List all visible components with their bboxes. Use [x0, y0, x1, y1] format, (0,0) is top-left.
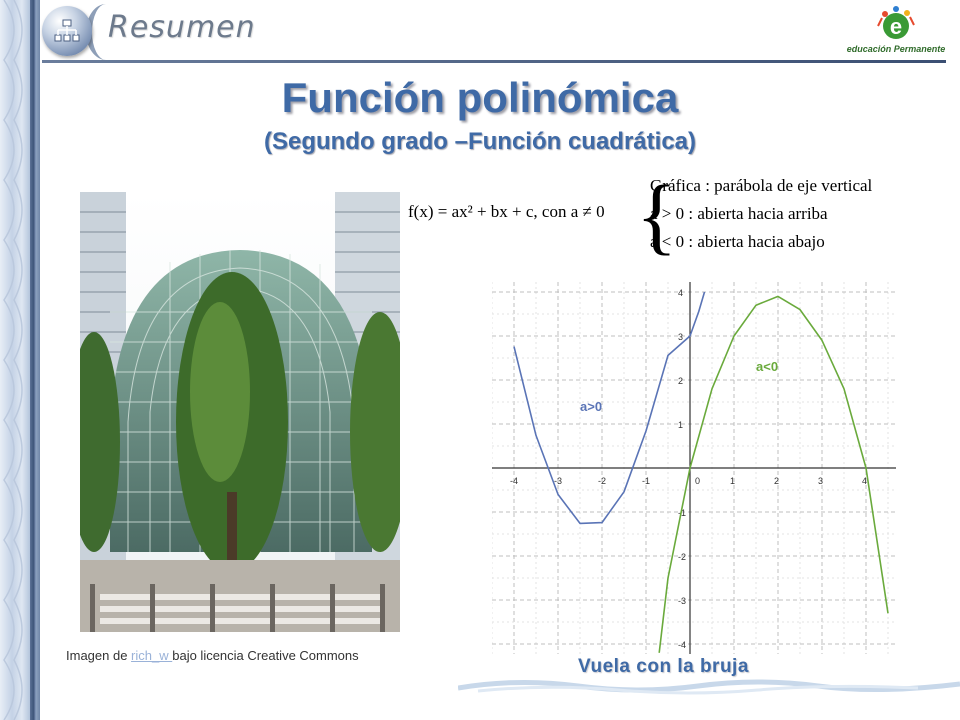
y-tick-label: -4	[678, 640, 687, 650]
y-tick-label: 1	[678, 420, 684, 430]
credit-suffix: bajo licencia Creative Commons	[172, 648, 359, 663]
chart-annotation: a>0	[580, 398, 603, 414]
formula-definition: f(x) = ax² + bx + c, con a ≠ 0	[408, 202, 605, 221]
x-tick-label: -1	[642, 476, 651, 486]
slide-subtitle: (Segundo grado –Función cuadrática)	[263, 128, 697, 155]
parabola-chart	[492, 282, 896, 654]
footer-text: Vuela con la bruja	[578, 656, 749, 677]
x-tick-label: 3	[818, 476, 824, 486]
image-credit	[66, 648, 359, 663]
y-tick-label: 3	[678, 332, 684, 342]
brand-logo	[842, 4, 950, 62]
quadratic-formula	[408, 167, 948, 263]
x-tick-label: 1	[730, 476, 736, 486]
footer-wave-decoration	[458, 676, 960, 696]
x-tick-label: 0	[695, 476, 701, 486]
parabola-graph	[492, 282, 896, 654]
y-tick-label: 2	[678, 376, 684, 386]
x-tick-label: 2	[774, 476, 780, 486]
credit-prefix: Imagen de	[66, 648, 132, 663]
x-tick-label: -3	[554, 476, 563, 486]
brand-e-icon	[842, 4, 950, 44]
x-tick-label: 4	[862, 476, 868, 486]
y-tick-label: -2	[678, 552, 687, 562]
formula-case-negative: a < 0 : abierta hacia abajo	[650, 232, 825, 251]
header-title: Resumen	[108, 10, 256, 45]
slide-title: Función polinómica	[281, 74, 679, 121]
y-tick-label: 4	[678, 288, 684, 298]
formula-case-positive: a > 0 : abierta hacia arriba	[650, 204, 828, 223]
svg-text:e: e	[889, 14, 903, 39]
x-tick-label: -2	[598, 476, 607, 486]
sitemap-icon	[42, 6, 92, 56]
formula-case-graph: Gráfica : parábola de eje vertical	[650, 176, 873, 195]
header-divider	[42, 60, 946, 63]
credit-author-link[interactable]: rich_w	[131, 648, 173, 663]
brand-name: educación Permanente	[846, 44, 946, 54]
y-tick-label: -1	[678, 508, 687, 518]
chart-annotation: a<0	[756, 359, 779, 375]
x-tick-label: -4	[510, 476, 519, 486]
brace-symbol: {	[636, 167, 678, 263]
building-photo	[80, 192, 400, 632]
y-tick-label: -3	[678, 596, 687, 606]
